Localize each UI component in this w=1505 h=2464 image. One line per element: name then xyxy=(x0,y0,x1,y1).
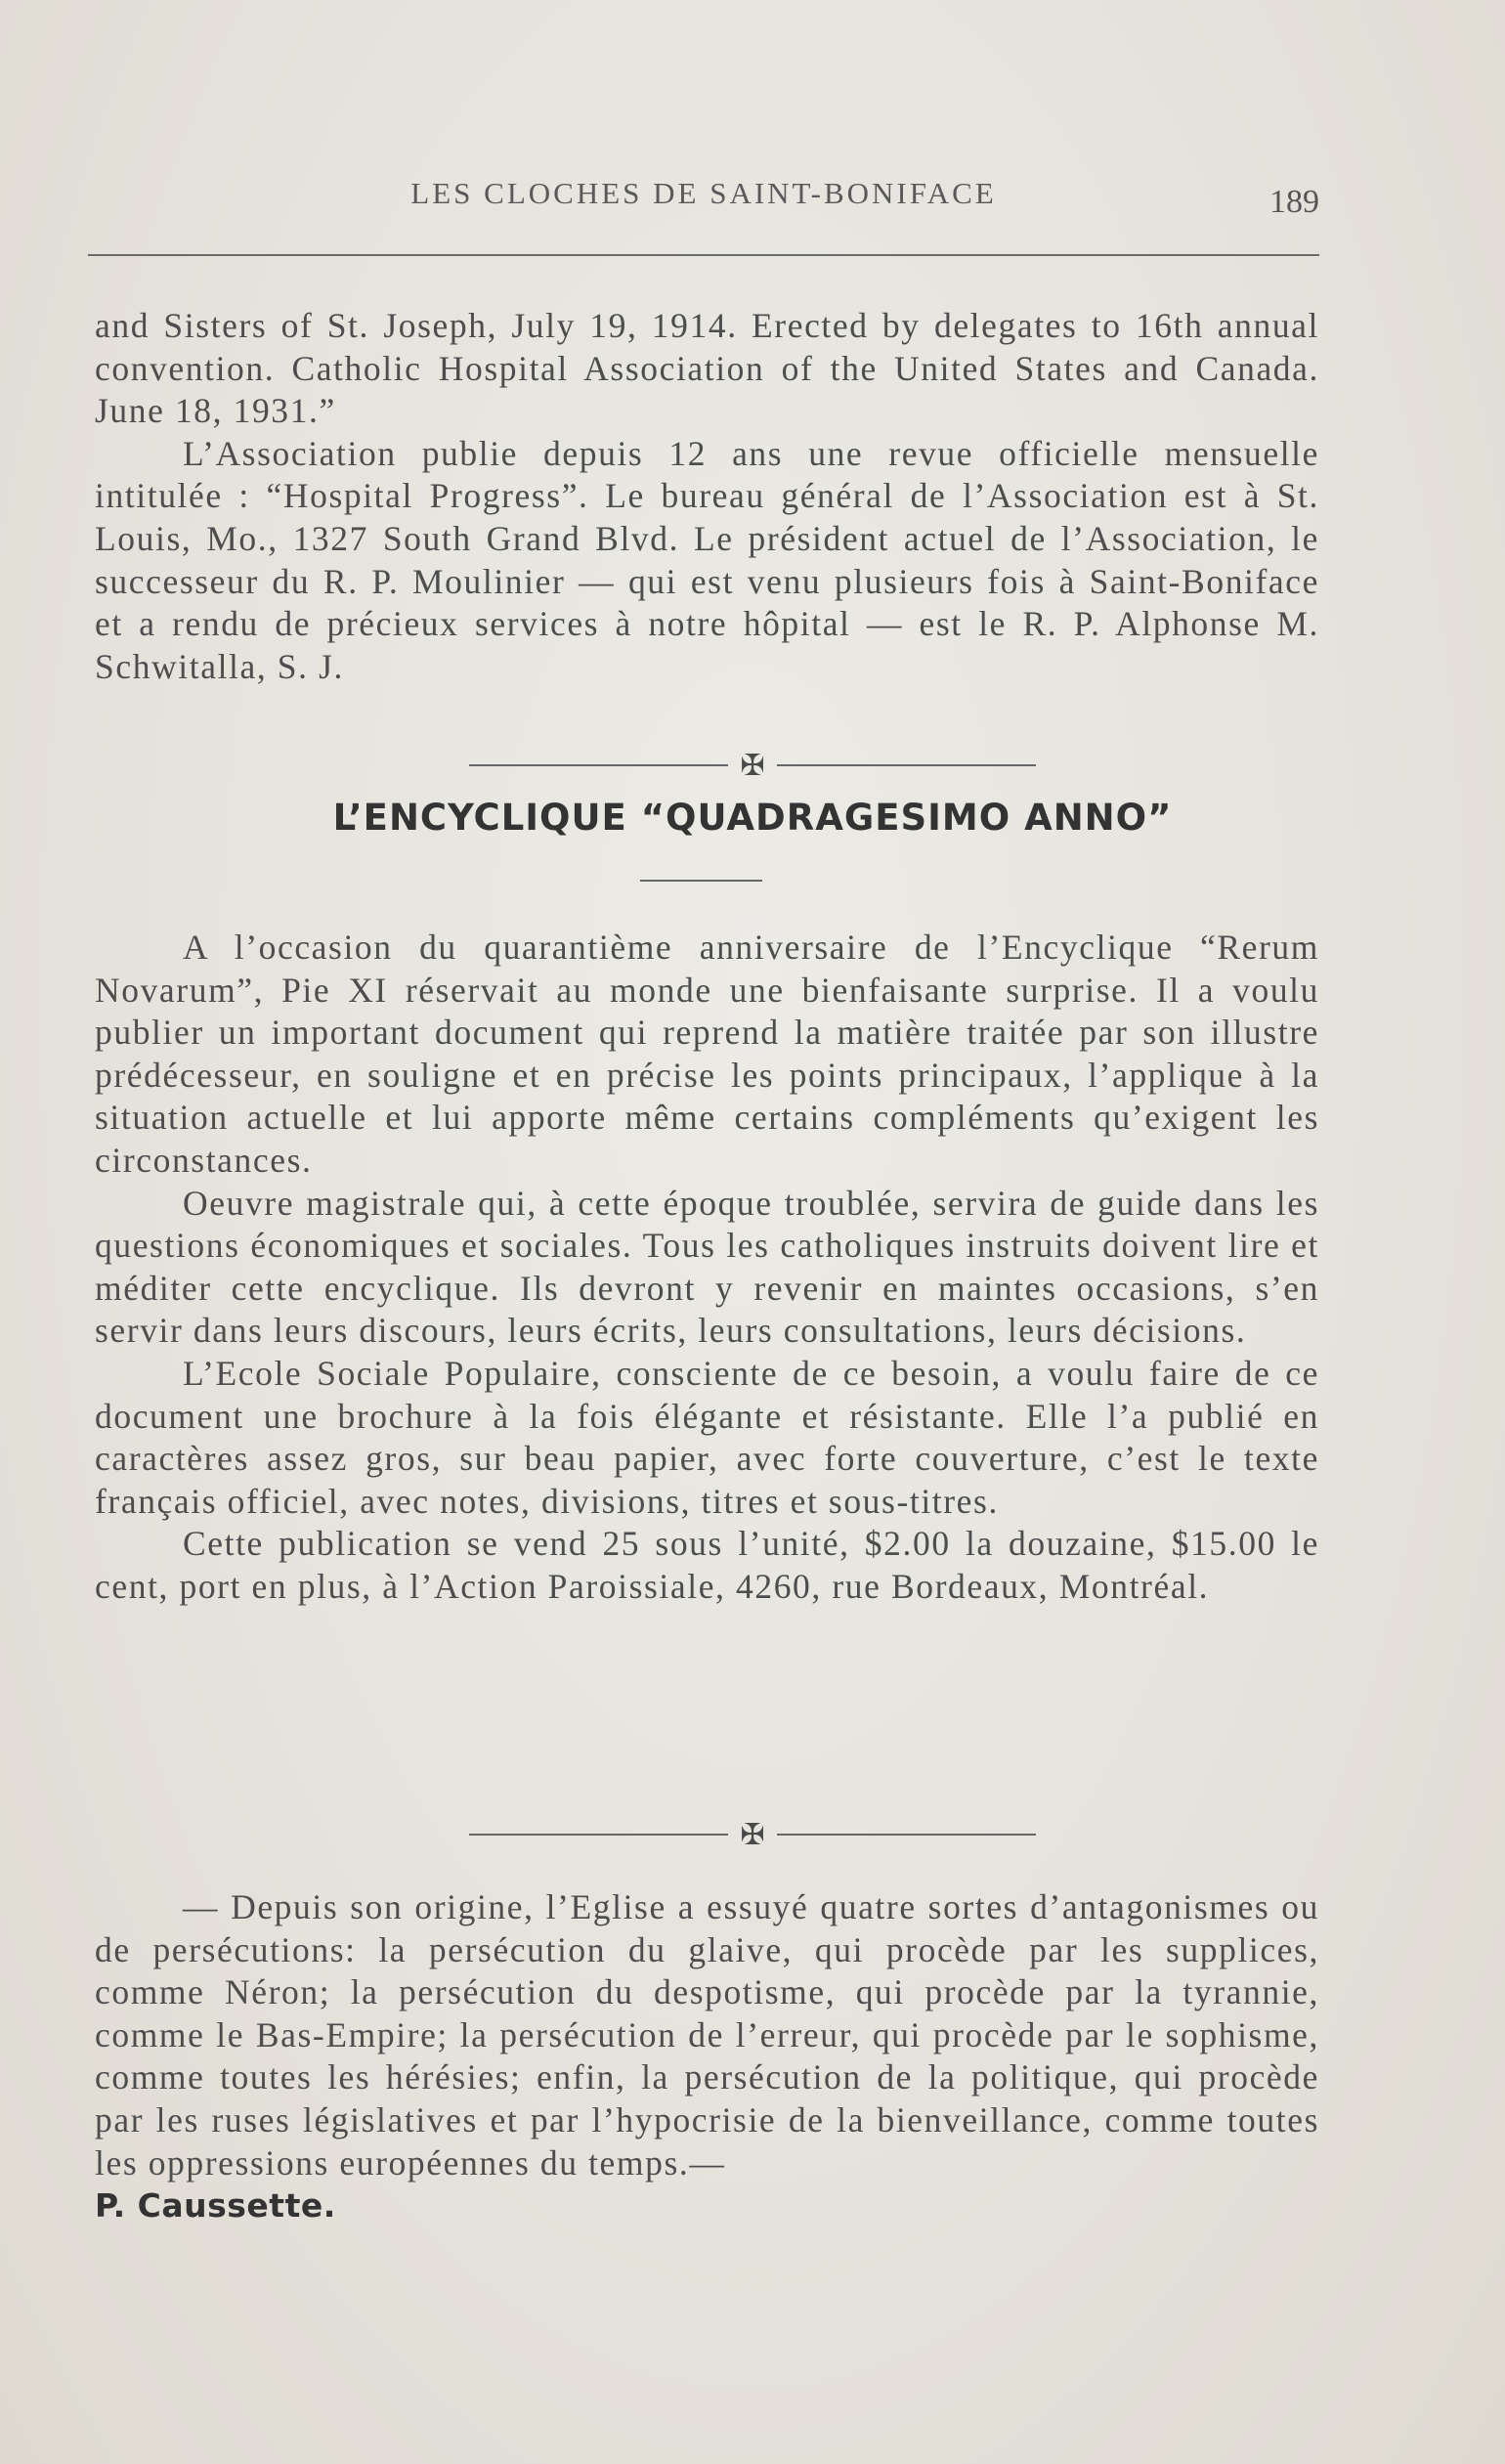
page-number: 189 xyxy=(1269,184,1319,220)
paragraph: and Sisters of St. Joseph, July 19, 1914. Erected by delegates to 16th annual convention. Catholic Hospital Association of the United States and Canada. June 18, 1931.” xyxy=(95,306,1319,431)
divider-line xyxy=(777,764,1036,766)
maltese-cross-icon: ✠ xyxy=(740,748,765,783)
section-title: L’ENCYCLIQUE “QUADRAGESIMO ANNO” xyxy=(332,797,1173,839)
section-divider xyxy=(0,746,1505,785)
divider-line xyxy=(777,1834,1036,1836)
section-divider xyxy=(0,1815,1505,1854)
page-header xyxy=(88,176,1319,225)
paragraph: L’Association publie depuis 12 ans une revue officielle mensuelle intitulée : “Hospital Progress”. Le bureau général de l’Association est à St. Louis, Mo., 1327 South Grand Blvd. Le président actuel de l’Association, le successeur du R. P. Moulinier — qui est venu plusieurs fois à Saint-Boniface et a rendu de précieux services à notre hôpital — est le R. P. Alphonse M. Schwitalla, S. J. xyxy=(95,433,1319,686)
text-block-hospital-association xyxy=(95,305,1319,688)
maltese-cross-icon: ✠ xyxy=(740,1817,765,1852)
divider-line xyxy=(469,764,728,766)
paragraph: Cette publication se vend 25 sous l’unité, $2.00 la douzaine, $15.00 le cent, port en plus, à l’Action Paroissiale, 4260, rue Bordeaux, Montréal. xyxy=(95,1524,1319,1606)
divider-line xyxy=(469,1834,728,1836)
title-rule xyxy=(640,880,762,882)
text-block-encyclical xyxy=(95,927,1319,1609)
quote-author: P. Caussette. xyxy=(95,2186,336,2226)
header-rule xyxy=(88,254,1319,256)
paragraph: — Depuis son origine, l’Eglise a essuyé quatre sortes d’antagonismes ou de persécutions: la persécution du glaive, qui procède par les supplices, comme Néron; la persécution du despotisme, qui procède par la tyrannie, comme le Bas-Empire; la persécution de l’erreur, qui procède par le sophisme, comme toutes les hérésies; enfin, la persécution de la politique, qui procède par les ruses législatives et par l’hypocrisie de la bienveillance, comme toutes les oppressions européennes du temps.— xyxy=(95,1887,1319,2183)
paragraph: Oeuvre magistrale qui, à cette époque troublée, servira de guide dans les questions économiques et sociales. Tous les catholiques instruits doivent lire et méditer cette encyclique. Ils devront y revenir en maintes occasions, s’en servir dans leurs discours, leurs écrits, leurs consultations, leurs décisions. xyxy=(95,1183,1319,1351)
paragraph: A l’occasion du quarantième anniversaire de l’Encyclique “Rerum Novarum”, Pie XI réservait au monde une bienfaisante surprise. Il a voulu publier un important document qui reprend la matière traitée par son illustre prédécesseur, en souligne et en précise les points principaux, l’applique à la situation actuelle et lui apporte même certains compléments qu’exigent les circonstances. xyxy=(95,928,1319,1180)
paragraph: L’Ecole Sociale Populaire, consciente de ce besoin, a voulu faire de ce document une brochure à la fois élégante et résistante. Elle l’a publié en caractères assez gros, sur beau papier, avec forte couverture, c’est le texte français officiel, avec notes, divisions, titres et sous-titres. xyxy=(95,1353,1319,1521)
running-title: LES CLOCHES DE SAINT-BONIFACE xyxy=(410,176,997,210)
text-block-quotation xyxy=(95,1886,1319,2227)
